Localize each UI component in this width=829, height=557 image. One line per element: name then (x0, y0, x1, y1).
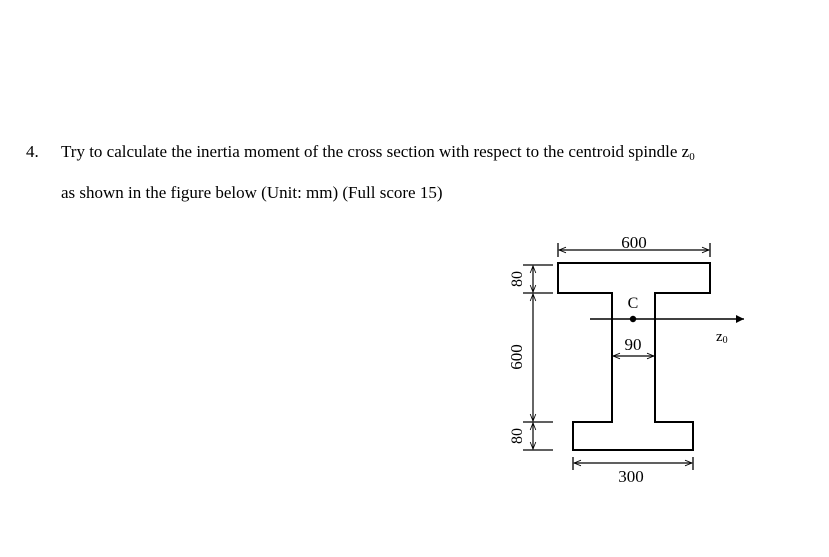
axis-label-z0: z0 (716, 329, 728, 346)
question-subscript: 0 (689, 151, 695, 163)
centroid-label: C (627, 295, 639, 312)
dim-label-bottom-width: 300 (618, 467, 644, 486)
question-number: 4. (26, 142, 39, 161)
dim-label-top-width: 600 (621, 233, 647, 252)
question-text: Try to calculate the inertia moment of the cross section with respect to the centroid spindle z (61, 142, 690, 161)
dim-label-web-half: 90 (624, 335, 642, 354)
centroid-point (630, 316, 636, 322)
dim-label-top-flange: 80 (509, 271, 526, 287)
dim-label-bottom-flange: 80 (509, 428, 526, 444)
question-text-line2: as shown in the figure below (Unit: mm) (Full score 15) (61, 183, 443, 202)
dim-label-web-height: 600 (507, 344, 526, 370)
